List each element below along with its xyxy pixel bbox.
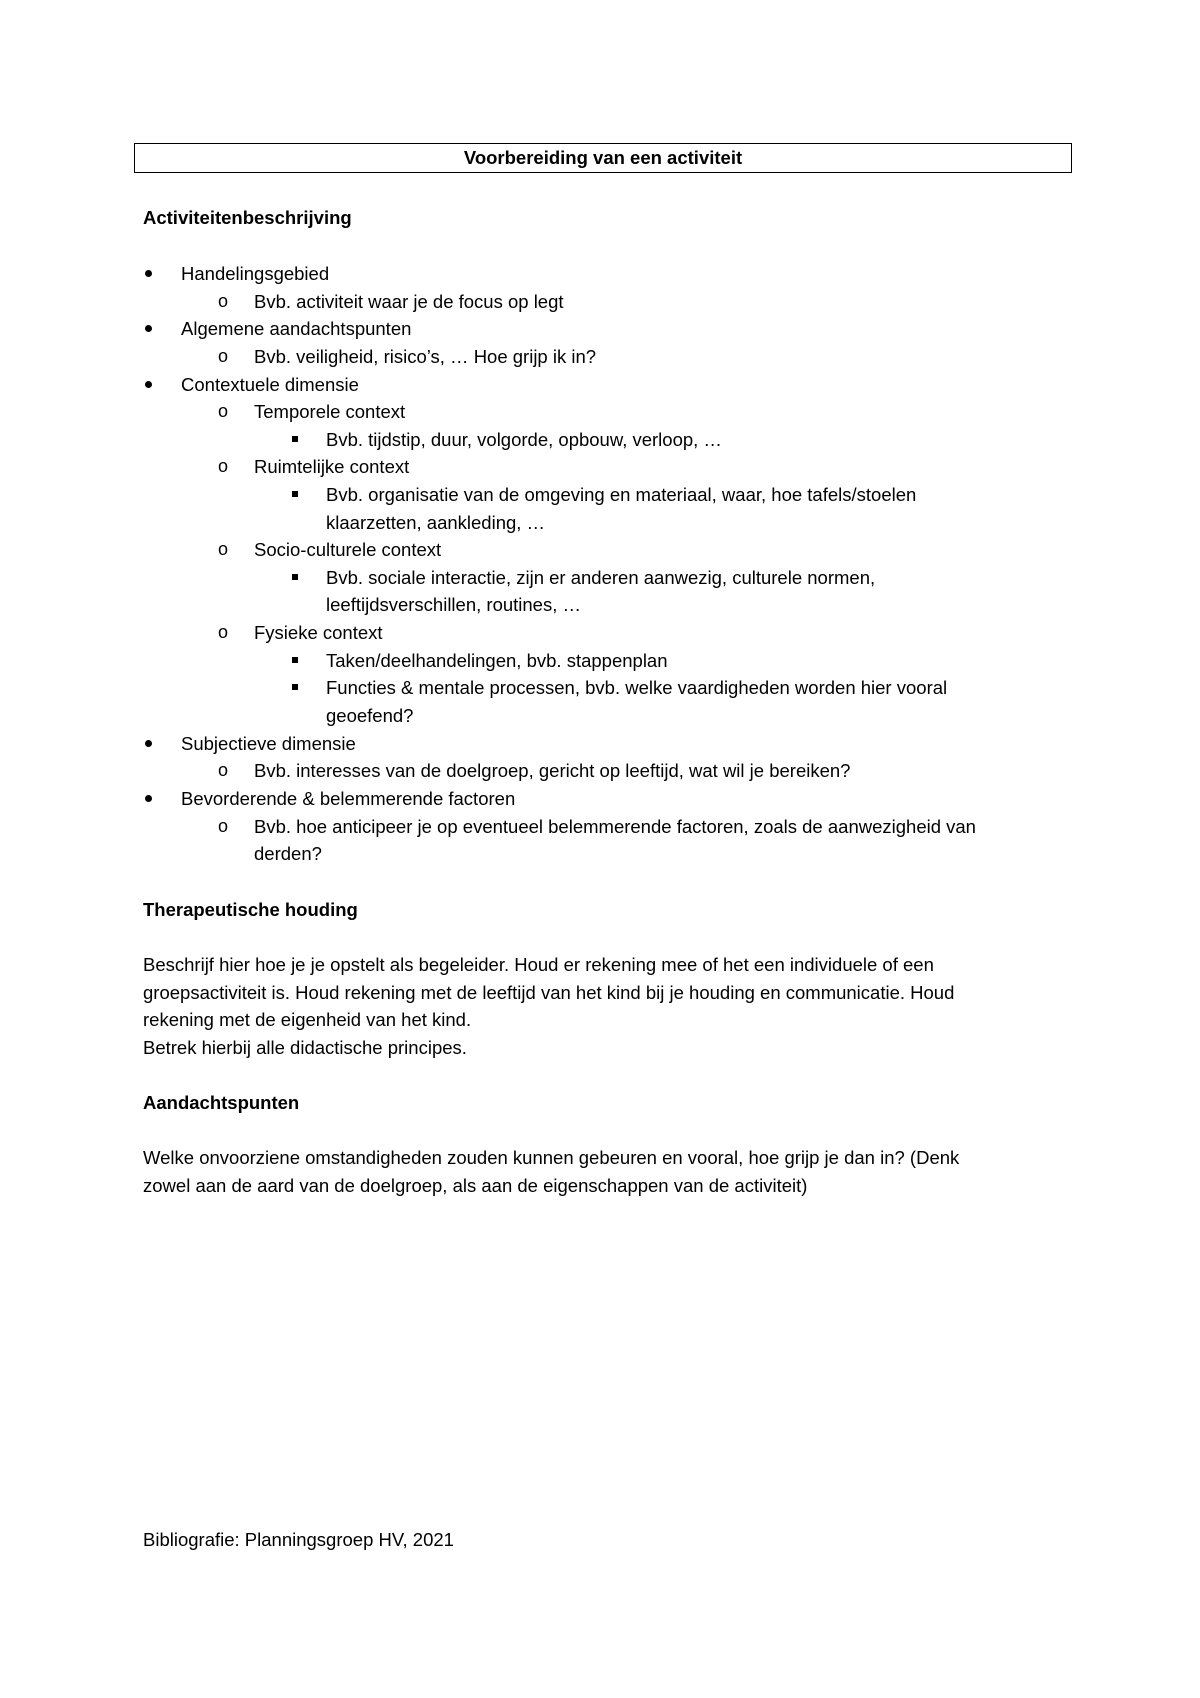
bibliography: Bibliografie: Planningsgroep HV, 2021 bbox=[143, 1529, 454, 1550]
list-item-subjectieve: Subjectieve dimensie bbox=[181, 733, 356, 754]
list-subsubitem-continuation: geoefend? bbox=[326, 705, 414, 726]
list-item-contextuele: Contextuele dimensie bbox=[181, 374, 359, 395]
section-heading-therapeutische-houding: Therapeutische houding bbox=[143, 899, 358, 920]
paragraph-line: Beschrijf hier hoe je je opstelt als begeleider. Houd er rekening mee of het een individuele of een bbox=[143, 954, 934, 975]
bullet-circle-icon: o bbox=[218, 401, 229, 421]
paragraph-line: zowel aan de aard van de doelgroep, als aan de eigenschappen van de activiteit) bbox=[143, 1175, 808, 1196]
bullet-disc-icon bbox=[145, 325, 152, 332]
list-subitem-fysieke: Fysieke context bbox=[254, 622, 383, 643]
list-subsubitem-continuation: klaarzetten, aankleding, … bbox=[326, 512, 546, 533]
paragraph-line: Betrek hierbij alle didactische principes. bbox=[143, 1037, 467, 1058]
list-item-bevorderende: Bevorderende & belemmerende factoren bbox=[181, 788, 516, 809]
bullet-circle-icon: o bbox=[218, 456, 229, 476]
bullet-square-icon bbox=[292, 574, 298, 580]
bullet-circle-icon: o bbox=[218, 291, 229, 311]
bullet-square-icon bbox=[292, 684, 298, 690]
list-subsubitem: Functies & mentale processen, bvb. welke vaardigheden worden hier vooral bbox=[326, 677, 948, 698]
list-subitem-ruimtelijke: Ruimtelijke context bbox=[254, 456, 410, 477]
list-subitem: Bvb. interesses van de doelgroep, gericht op leeftijd, wat wil je bereiken? bbox=[254, 760, 851, 781]
bullet-circle-icon: o bbox=[218, 816, 229, 836]
list-subsubitem-continuation: leeftijdsverschillen, routines, … bbox=[326, 594, 581, 615]
paragraph-line: Welke onvoorziene omstandigheden zouden kunnen gebeuren en vooral, hoe grijp je dan in? (Denk bbox=[143, 1147, 960, 1168]
bullet-disc-icon bbox=[145, 795, 152, 802]
list-item-handelingsgebied: Handelingsgebied bbox=[181, 263, 330, 284]
bullet-circle-icon: o bbox=[218, 539, 229, 559]
bullet-square-icon bbox=[292, 657, 298, 663]
list-subitem: Bvb. hoe anticipeer je op eventueel belemmerende factoren, zoals de aanwezigheid van bbox=[254, 816, 976, 837]
bullet-disc-icon bbox=[145, 381, 152, 388]
list-item-algemene: Algemene aandachtspunten bbox=[181, 318, 412, 339]
section-heading-activiteitenbeschrijving: Activiteitenbeschrijving bbox=[143, 207, 352, 228]
bullet-disc-icon bbox=[145, 270, 152, 277]
list-subsubitem: Taken/deelhandelingen, bvb. stappenplan bbox=[326, 650, 668, 671]
bullet-square-icon bbox=[292, 491, 298, 497]
list-subitem: Bvb. activiteit waar je de focus op legt bbox=[254, 291, 564, 312]
list-subsubitem: Bvb. tijdstip, duur, volgorde, opbouw, verloop, … bbox=[326, 429, 722, 450]
list-subitem-temporele: Temporele context bbox=[254, 401, 406, 422]
bullet-square-icon bbox=[292, 436, 298, 442]
document-title: Voorbereiding van een activiteit bbox=[134, 143, 1072, 173]
list-subsubitem: Bvb. sociale interactie, zijn er anderen aanwezig, culturele normen, bbox=[326, 567, 876, 588]
list-subsubitem: Bvb. organisatie van de omgeving en materiaal, waar, hoe tafels/stoelen bbox=[326, 484, 917, 505]
list-subitem-continuation: derden? bbox=[254, 843, 322, 864]
bullet-circle-icon: o bbox=[218, 622, 229, 642]
section-heading-aandachtspunten: Aandachtspunten bbox=[143, 1092, 300, 1113]
paragraph-line: groepsactiviteit is. Houd rekening met de leeftijd van het kind bij je houding en communicatie. Houd bbox=[143, 982, 955, 1003]
bullet-disc-icon bbox=[145, 740, 152, 747]
list-subitem: Bvb. veiligheid, risico’s, … Hoe grijp ik in? bbox=[254, 346, 597, 367]
paragraph-line: rekening met de eigenheid van het kind. bbox=[143, 1009, 472, 1030]
bullet-circle-icon: o bbox=[218, 346, 229, 366]
bullet-circle-icon: o bbox=[218, 760, 229, 780]
list-subitem-socio: Socio-culturele context bbox=[254, 539, 442, 560]
